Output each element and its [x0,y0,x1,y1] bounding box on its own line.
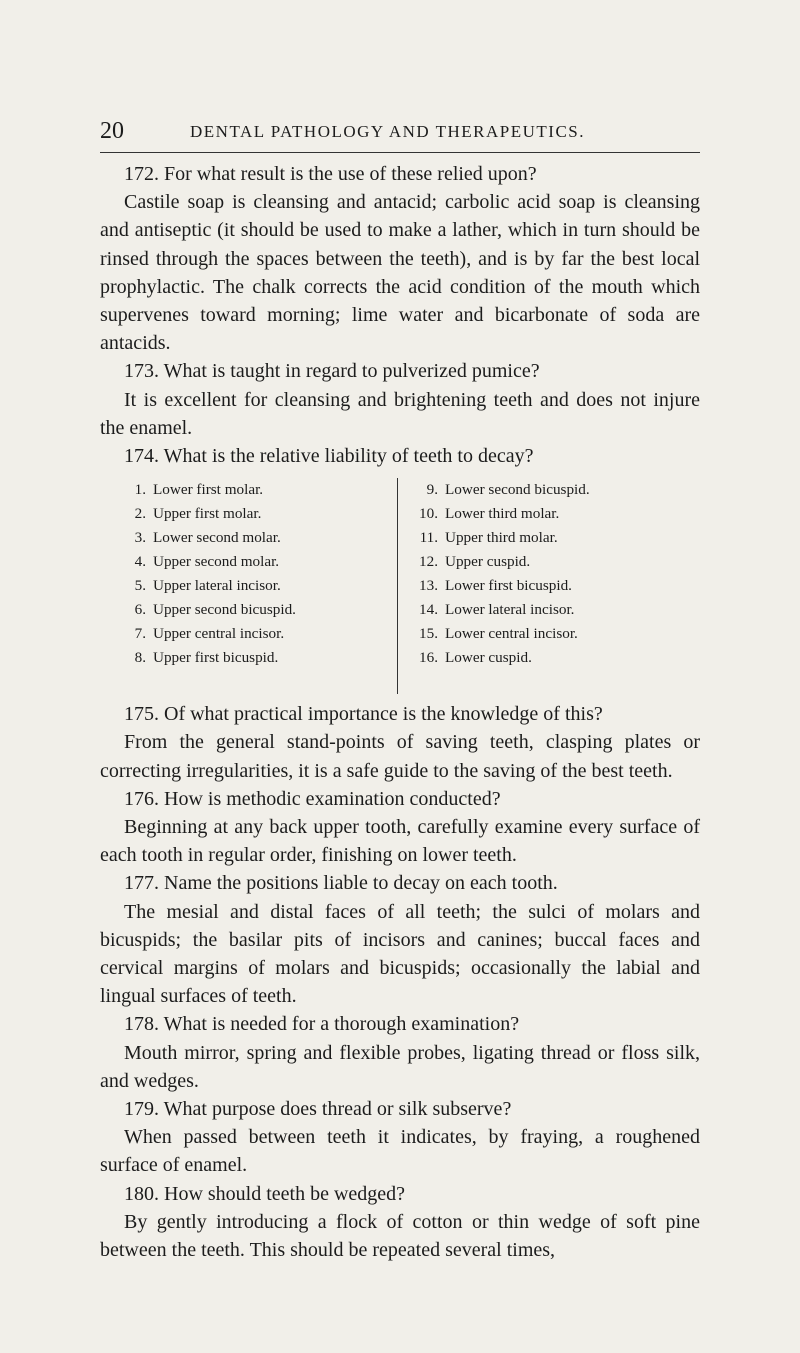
item-text: Upper central incisor. [153,625,285,643]
paragraph: 176. How is methodic examination conducted? [124,787,501,810]
item-number: 10. [419,505,438,523]
list-item [124,502,398,526]
paragraph: 173. What is taught in regard to pulverized pumice? [124,360,540,383]
item-number: 13. [419,577,438,595]
list-item [124,622,398,646]
item-number: 11. [419,529,438,547]
paragraph: 178. What is needed for a thorough examination? [124,1013,520,1036]
list-item [124,550,398,574]
item-number: 14. [419,601,438,619]
running-title: DENTAL PATHOLOGY AND THERAPEUTICS. [190,122,586,141]
paragraph: 175. Of what practical importance is the knowledge of this? [124,703,603,726]
item-text: Lower second bicuspid. [445,481,590,499]
list-item [416,526,706,550]
paragraph: Mouth mirror, spring and flexible probes, ligating thread or floss silk, and wedges. [100,1041,700,1092]
item-text: Lower lateral incisor. [445,601,575,619]
item-text: Lower second molar. [153,529,281,547]
page-header [100,118,700,152]
list-item [416,622,706,646]
item-number: 15. [419,625,438,643]
item-number: 12. [419,553,438,571]
paragraph: 180. How should teeth be wedged? [124,1182,406,1205]
item-text: Upper lateral incisor. [153,577,281,595]
item-text: Lower central incisor. [445,625,578,643]
list-item [416,478,706,502]
paragraph: The mesial and distal faces of all teeth; the sulci of molars and bicuspids; the basilar pits of incisors and canines; buccal faces and cervical margins of molars and bicuspids; occasionally the labial and lingual surfaces of teeth. [100,900,700,1008]
header-rule [100,152,700,153]
item-text: Lower first molar. [153,481,264,499]
page-number: 20 [100,118,124,144]
decay-liability-list [100,478,700,694]
item-text: Upper third molar. [445,529,558,547]
paragraph: 174. What is the relative liability of teeth to decay? [124,445,534,468]
item-number: 6. [134,601,146,619]
paragraph: By gently introducing a flock of cotton or thin wedge of soft pine between the teeth. This should be repeated several times, [100,1210,700,1262]
list-item [124,478,398,502]
list-item [124,574,398,598]
list-column-right [397,478,706,694]
paragraph: Castile soap is cleansing and antacid; carbolic acid soap is cleansing and antiseptic (it should be used to make a lather, which in turn should be rinsed through the spaces between the teeth), and is by far the best local prophylactic. The chalk corrects the acid condition of the mouth which supervenes toward morning; lime water and bicarbonate of soda are antacids. [100,191,700,355]
paragraph: 177. Name the positions liable to decay on each tooth. [124,872,558,895]
list-item [124,598,398,622]
paragraph: When passed between teeth it indicates, by fraying, a roughened surface of enamel. [100,1126,700,1177]
item-text: Upper cuspid. [445,553,531,571]
item-text: Upper second molar. [153,553,280,571]
item-text: Lower first bicuspid. [445,577,572,595]
item-number: 7. [134,625,146,643]
item-text: Upper first molar. [153,505,262,523]
paragraph: 172. For what result is the use of these relied upon? [124,163,537,185]
item-number: 4. [134,553,146,571]
paragraph: Beginning at any back upper tooth, carefully examine every surface of each tooth in regular order, finishing on lower teeth. [100,816,700,867]
paragraph: 179. What purpose does thread or silk subserve? [124,1098,512,1121]
item-text: Lower third molar. [445,505,560,523]
item-number: 3. [134,529,146,547]
page-body [100,160,700,1264]
item-number: 16. [419,649,438,667]
item-text: Upper second bicuspid. [153,601,296,619]
item-number: 8. [134,649,146,667]
list-column-left [124,478,398,670]
item-text: Upper first bicuspid. [153,649,279,667]
list-item [416,550,706,574]
list-item [416,598,706,622]
list-item [124,646,398,670]
paragraph: From the general stand-points of saving teeth, clasping plates or correcting irregularities, it is a safe guide to the saving of the best teeth. [100,731,700,782]
item-number: 2. [134,505,146,523]
item-text: Lower cuspid. [445,649,532,667]
list-item [416,574,706,598]
list-item [416,646,706,670]
list-item [124,526,398,550]
paragraphs-top [100,160,700,470]
item-number: 9. [426,481,438,499]
item-number: 1. [134,481,146,499]
paragraphs-bottom [100,700,700,1264]
paragraph: It is excellent for cleansing and brightening teeth and does not injure the enamel. [100,388,700,439]
list-item [416,502,706,526]
item-number: 5. [134,577,146,595]
